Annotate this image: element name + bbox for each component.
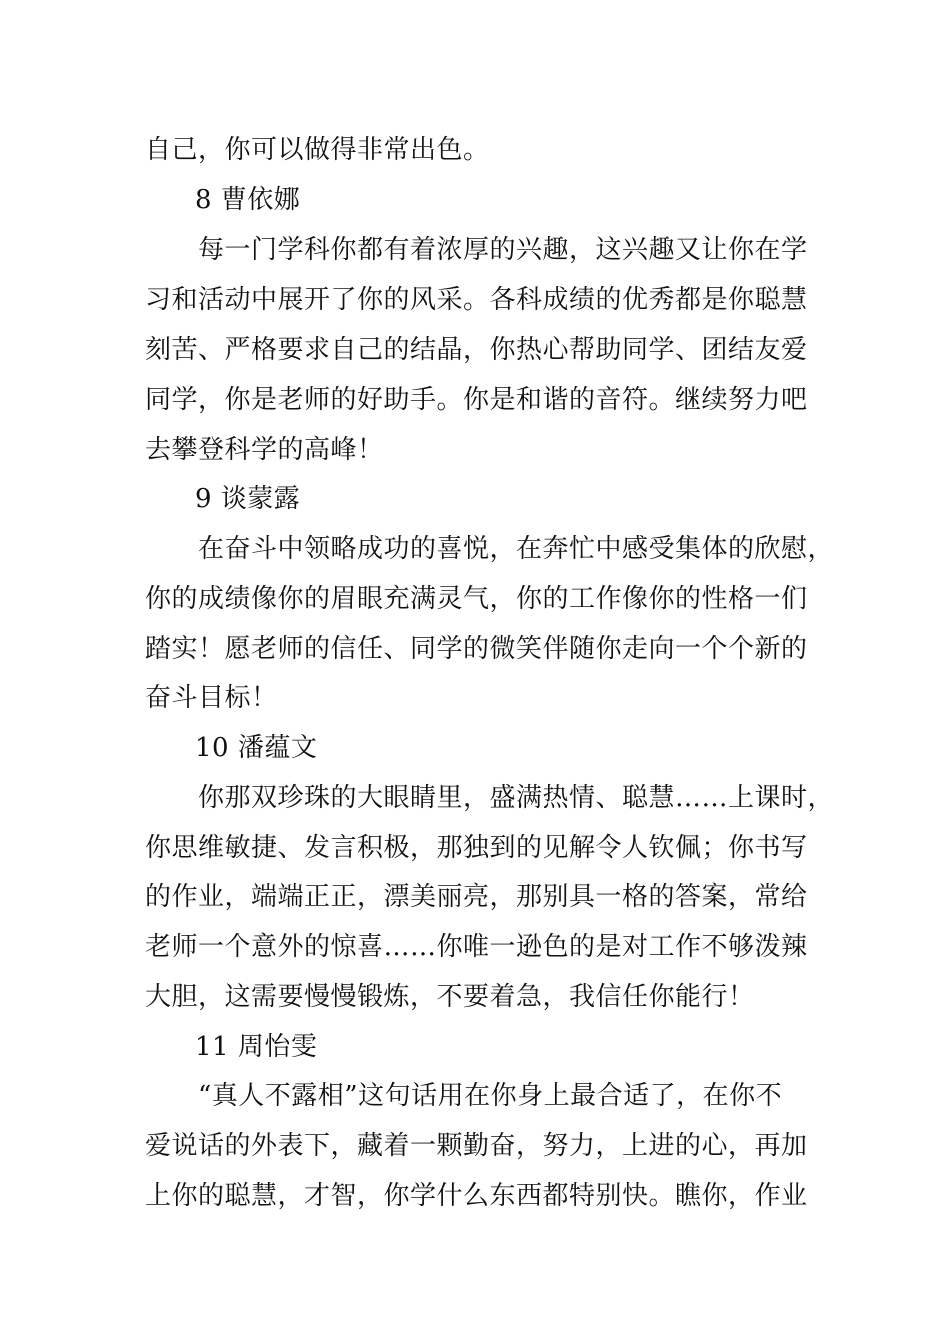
- student-heading: 11 周怡雯: [195, 1032, 318, 1062]
- student-heading: 10 潘蕴文: [195, 733, 318, 763]
- student-heading: 8 曹依娜: [195, 185, 301, 215]
- text-line: 上你的聪慧，才智，你学什么东西都特别快。瞧你，作业: [145, 1181, 808, 1211]
- text-line: 爱说话的外表下，藏着一颗勤奋，努力，上进的心，再加: [145, 1131, 808, 1161]
- text-line: 奋斗目标！: [145, 683, 278, 713]
- text-line: 去攀登科学的高峰！: [145, 435, 384, 465]
- text-line: 自己，你可以做得非常出色。: [145, 135, 490, 165]
- text-line: 你那双珍珠的大眼睛里，盛满热情、聪慧……上课时，: [198, 783, 835, 813]
- text-line: 老师一个意外的惊喜……你唯一逊色的是对工作不够泼辣: [145, 932, 808, 962]
- text-line: 你的成绩像你的眉眼充满灵气，你的工作像你的性格一们: [145, 584, 808, 614]
- text-line: 在奋斗中领略成功的喜悦，在奔忙中感受集体的欣慰，: [198, 534, 835, 564]
- text-line: 的作业，端端正正，漂美丽亮，那别具一格的答案，常给: [145, 882, 808, 912]
- text-line: 你思维敏捷、发言积极，那独到的见解令人钦佩；你书写: [145, 833, 808, 863]
- text-line: 大胆，这需要慢慢锻炼，不要着急，我信任你能行！: [145, 982, 755, 1012]
- text-line: 习和活动中展开了你的风采。各科成绩的优秀都是你聪慧: [145, 285, 808, 315]
- text-line: 同学，你是老师的好助手。你是和谐的音符。继续努力吧: [145, 385, 808, 415]
- text-line: 刻苦、严格要求自己的结晶，你热心帮助同学、团结友爱: [145, 335, 808, 365]
- text-line: 踏实！愿老师的信任、同学的微笑伴随你走向一个个新的: [145, 634, 808, 664]
- text-line: “真人不露相”这句话用在你身上最合适了，在你不: [198, 1081, 783, 1111]
- text-line: 每一门学科你都有着浓厚的兴趣，这兴趣又让你在学: [198, 235, 808, 265]
- student-heading: 9 谈蒙露: [195, 484, 301, 514]
